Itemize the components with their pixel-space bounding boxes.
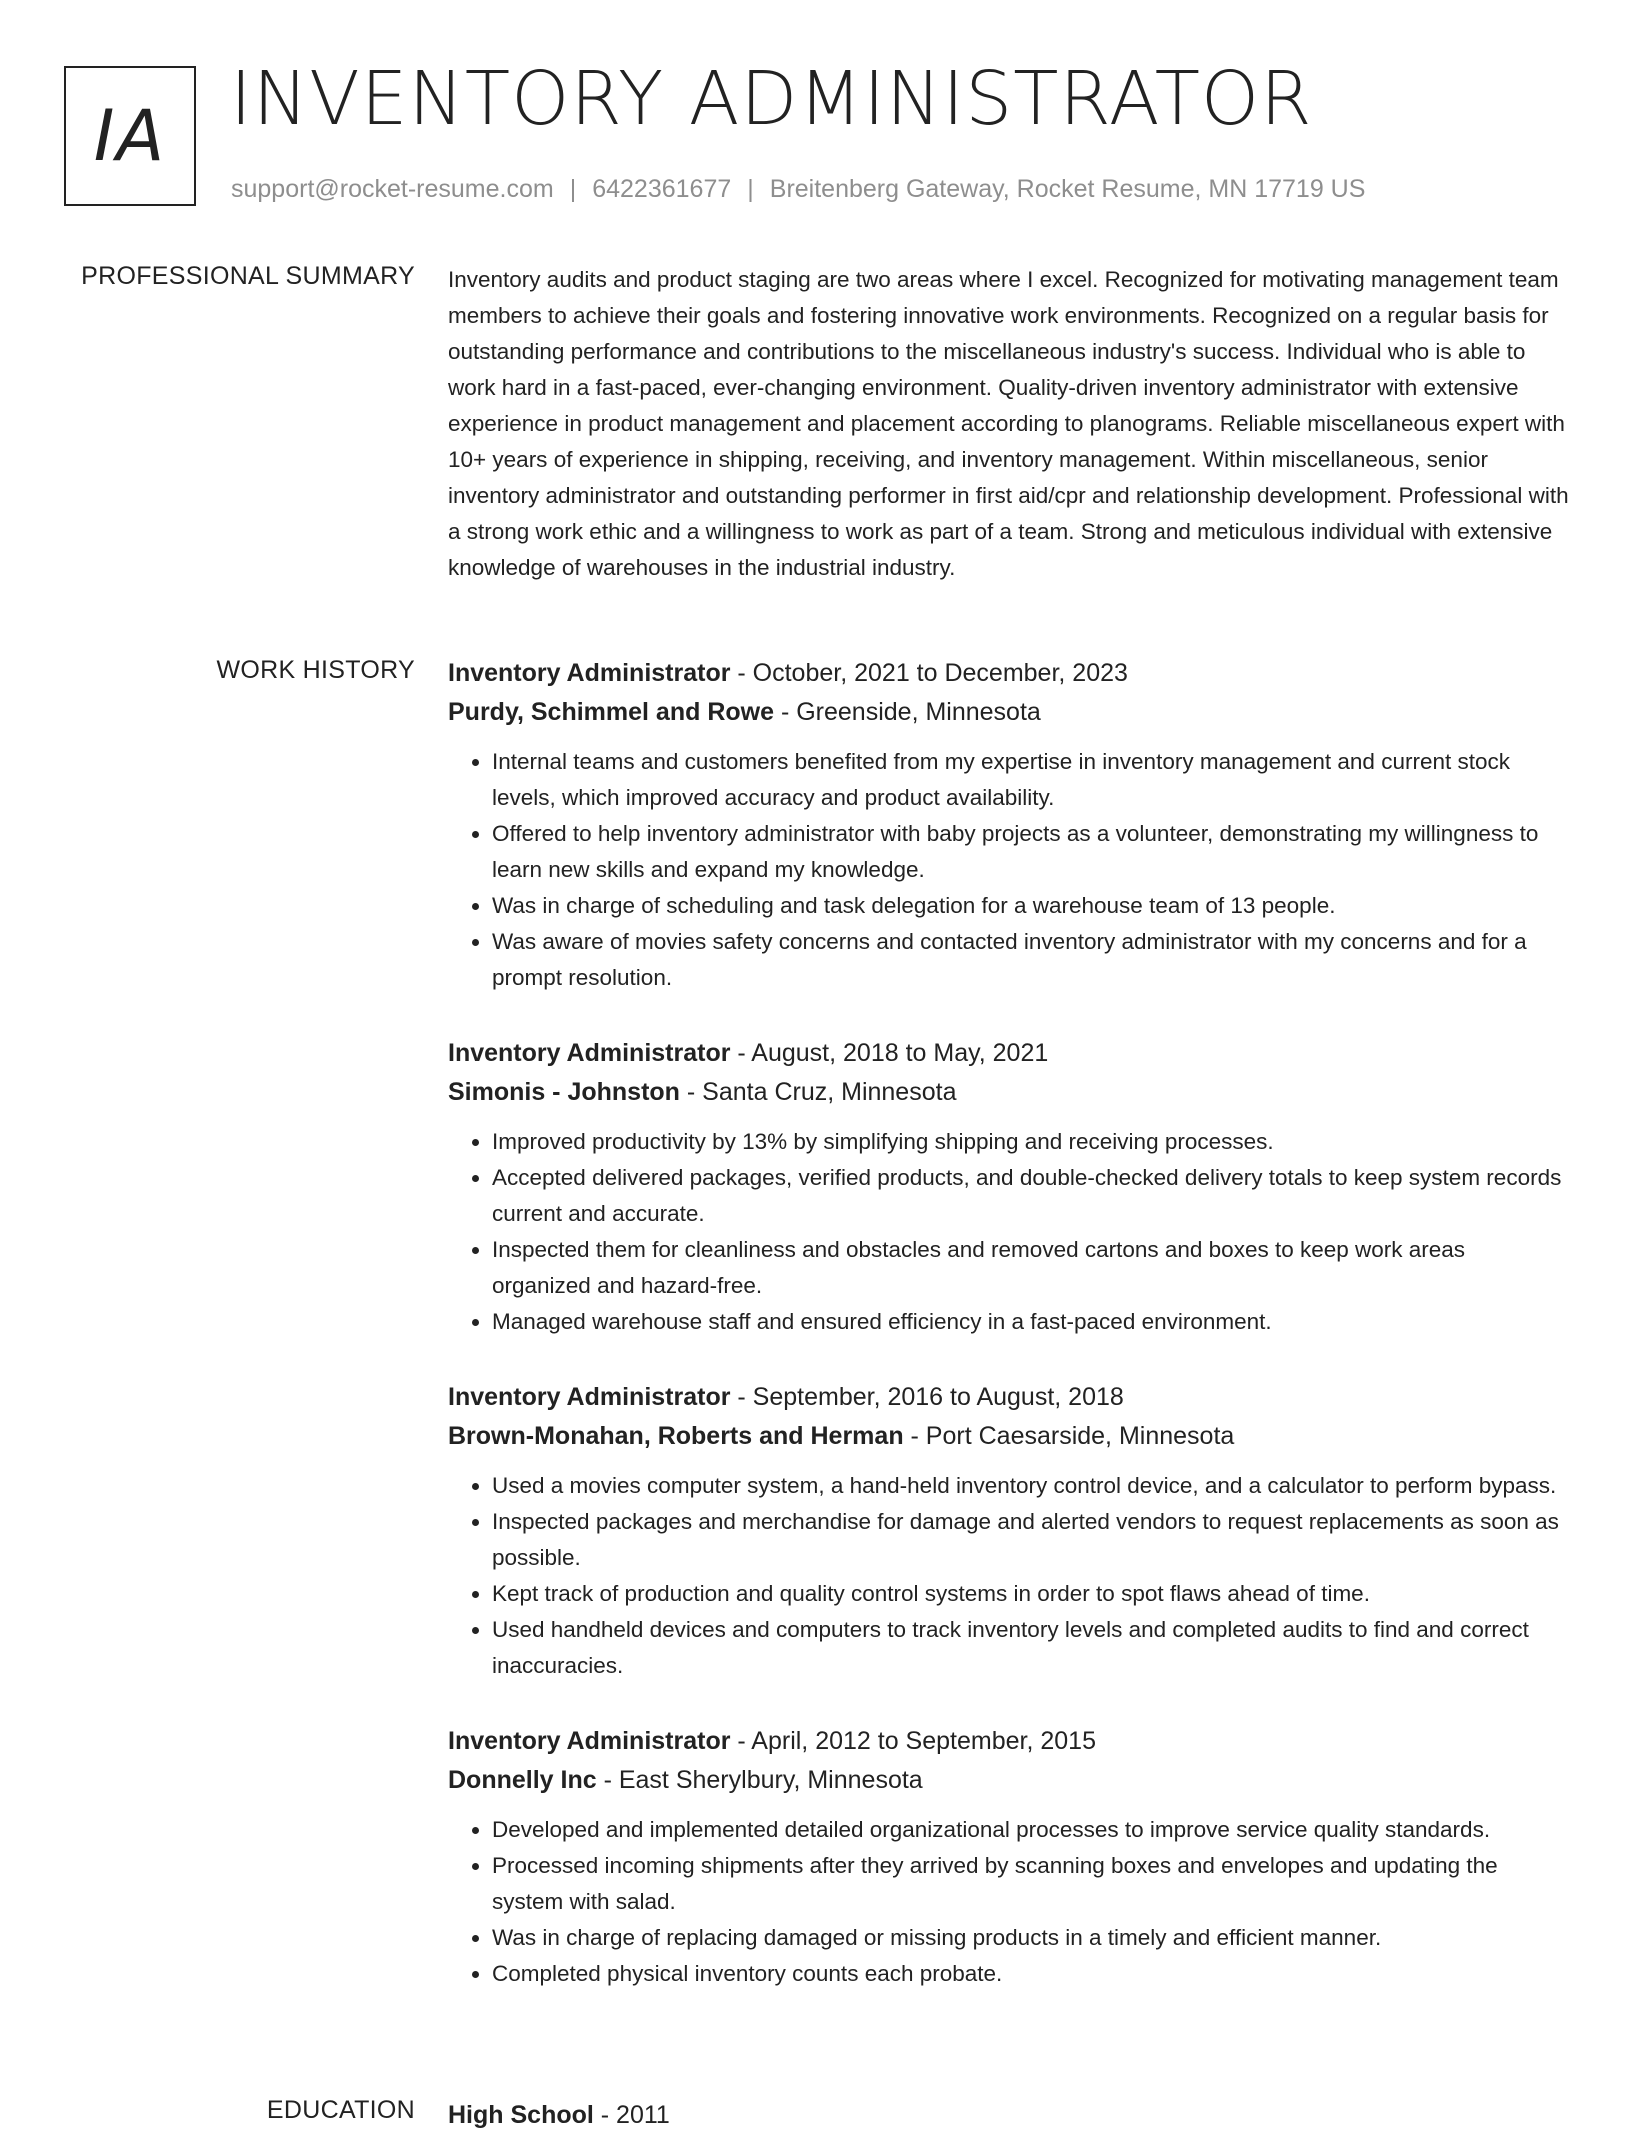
job-dates: - August, 2018 to May, 2021 (730, 1039, 1049, 1067)
education-year: - 2011 (593, 2101, 670, 2129)
section-label-professional-summary: PROFESSIONAL SUMMARY (81, 262, 415, 290)
job-title: Inventory Administrator (448, 659, 731, 687)
contact-phone[interactable]: 6422361677 (592, 175, 732, 203)
job-entry (448, 1378, 1570, 1684)
job-company-line (448, 1073, 1570, 1112)
contact-email[interactable]: support@rocket-resume.com (231, 175, 554, 203)
job-title-line (448, 1722, 1570, 1761)
job-location: - East Sherylbury, Minnesota (596, 1766, 923, 1794)
job-bullet: • Processed incoming shipments after they arrived by scanning boxes and envelopes and updating the system with salad. (492, 1848, 1570, 1920)
job-bullets (448, 1468, 1570, 1684)
job-title-line (448, 654, 1570, 693)
job-title: Inventory Administrator (448, 1039, 731, 1067)
job-company: Donnelly Inc (448, 1766, 597, 1794)
monogram-initials: IA (93, 95, 167, 177)
job-bullet: • Managed warehouse staff and ensured efficiency in a fast-paced environment. (492, 1304, 1570, 1340)
job-bullet: • Inspected packages and merchandise for damage and alerted vendors to request replacements as soon as possible. (492, 1504, 1570, 1576)
job-bullet: • Completed physical inventory counts each probate. (492, 1956, 1570, 1992)
job-bullet: • Offered to help inventory administrator with baby projects as a volunteer, demonstrating my willingness to learn new skills and expand my knowledge. (492, 816, 1570, 888)
work-history-body (448, 654, 1570, 2030)
job-company-line (448, 1417, 1570, 1456)
job-dates: - September, 2016 to August, 2018 (730, 1383, 1124, 1411)
job-bullet: • Kept track of production and quality control systems in order to spot flaws ahead of time. (492, 1576, 1570, 1612)
job-bullet: • Was in charge of scheduling and task delegation for a warehouse team of 13 people. (492, 888, 1570, 924)
job-entry (448, 1722, 1570, 1992)
job-bullets (448, 1124, 1570, 1340)
job-bullet: • Used a movies computer system, a hand-held inventory control device, and a calculator to perform bypass. (492, 1468, 1570, 1504)
job-company: Brown-Monahan, Roberts and Herman (448, 1422, 904, 1450)
contact-separator: | (747, 175, 754, 203)
job-title-line (448, 1378, 1570, 1417)
job-bullet: • Was in charge of replacing damaged or missing products in a timely and efficient manner. (492, 1920, 1570, 1956)
job-entry (448, 1034, 1570, 1340)
section-label-work-history: WORK HISTORY (216, 656, 415, 684)
contact-separator: | (569, 175, 577, 203)
job-company: Purdy, Schimmel and Rowe (448, 698, 775, 726)
contact-address: Breitenberg Gateway, Rocket Resume, MN 17719 US (769, 175, 1366, 203)
job-bullet: • Internal teams and customers benefited from my expertise in inventory management and current stock levels, which improved accuracy and product availability. (492, 744, 1570, 816)
job-bullet: • Used handheld devices and computers to track inventory levels and completed audits to find and correct inaccuracies. (492, 1612, 1570, 1684)
education-line (448, 2096, 1570, 2135)
job-bullet: • Inspected them for cleanliness and obstacles and removed cartons and boxes to keep work areas organized and hazard-free. (492, 1232, 1570, 1304)
job-bullet: • Was aware of movies safety concerns and contacted inventory administrator with my concerns and for a prompt resolution. (492, 924, 1570, 996)
section-label-education: EDUCATION (266, 2096, 415, 2124)
education-body (448, 2096, 1570, 2135)
job-company: Simonis - Johnston (448, 1078, 680, 1106)
job-company-line (448, 693, 1570, 732)
monogram-logo (64, 66, 196, 206)
job-entry (448, 654, 1570, 996)
job-location: - Santa Cruz, Minnesota (679, 1078, 957, 1106)
contact-line (231, 175, 1365, 204)
education-degree: High School (448, 2101, 594, 2129)
job-bullets (448, 744, 1570, 996)
job-bullet: • Developed and implemented detailed organizational processes to improve service quality standards. (492, 1812, 1570, 1848)
job-bullet: • Accepted delivered packages, verified products, and double-checked delivery totals to keep system records current and accurate. (492, 1160, 1570, 1232)
job-location: - Greenside, Minnesota (774, 698, 1041, 726)
job-location: - Port Caesarside, Minnesota (903, 1422, 1235, 1450)
job-title: Inventory Administrator (448, 1727, 731, 1755)
job-bullet: • Improved productivity by 13% by simplifying shipping and receiving processes. (492, 1124, 1570, 1160)
job-dates: - April, 2012 to September, 2015 (730, 1727, 1096, 1755)
summary-body (448, 262, 1570, 586)
job-title-line (448, 1034, 1570, 1073)
job-company-line (448, 1761, 1570, 1800)
job-dates: - October, 2021 to December, 2023 (730, 659, 1128, 687)
summary-text: Inventory audits and product staging are two areas where I excel. Recognized for motivating management team members to achieve their goals and fostering innovative work environments. Recognized on a regular basis for outstanding performance and contributions to the miscellaneous industry's success. Individual who is able to work hard in a fast-paced, ever-changing environment. Quality-driven inventory administrator with extensive experience in product management and placement according to planograms. Reliable miscellaneous expert with 10+ years of experience in shipping, receiving, and inventory management. Within miscellaneous, senior inventory administrator and outstanding performer in first aid/cpr and relationship development. Professional with a strong work ethic and a willingness to work as part of a team. Strong and meticulous individual with extensive knowledge of warehouses in the industrial industry. (448, 267, 1569, 580)
job-bullets (448, 1812, 1570, 1992)
job-title: Inventory Administrator (448, 1383, 731, 1411)
resume-title: INVENTORY ADMINISTRATOR (230, 56, 1313, 142)
